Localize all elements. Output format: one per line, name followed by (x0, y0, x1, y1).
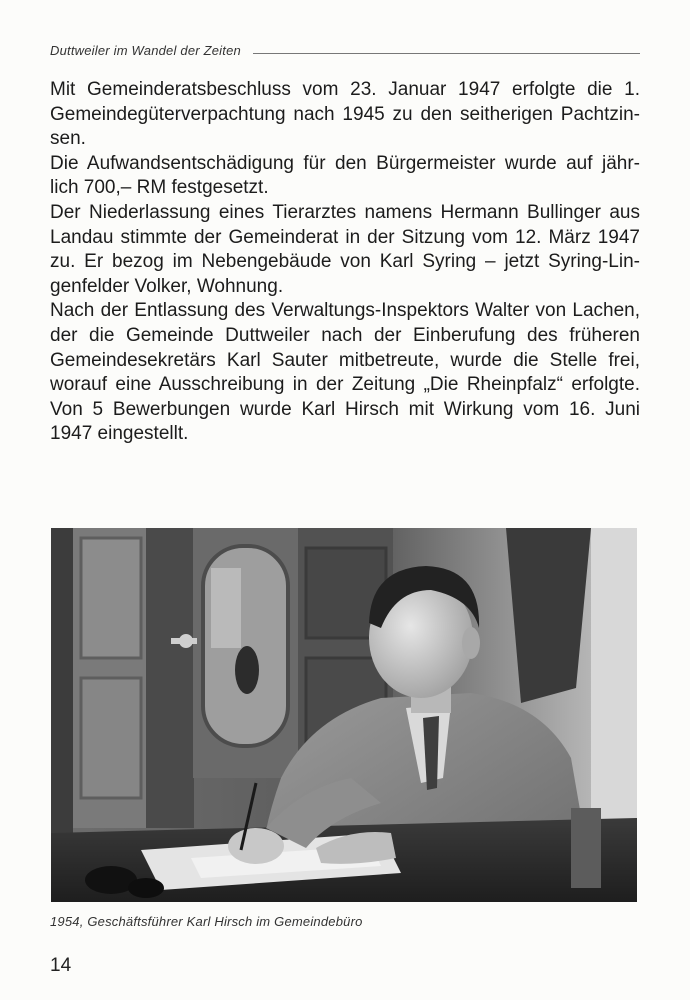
body-line: Mit Gemeinderatsbeschluss vom 23. Januar 1947 erfolgte die 1. (50, 79, 640, 100)
body-line: Der Niederlassung eines Tierarztes namens Hermann Bullinger aus (50, 201, 640, 223)
body-line: Gemeindesekretärs Karl Sauter mitbetreute, wurde die Stelle frei, (50, 349, 640, 371)
body-line: Landau stimmte der Gemeinderat in der Sitzung vom 12. März 1947 (50, 226, 640, 248)
photo-caption: 1954, Geschäftsführer Karl Hirsch im Gemeindebüro (50, 914, 363, 929)
body-line: genfelder Volker, Wohnung. (50, 275, 284, 297)
page-number: 14 (50, 955, 72, 976)
body-line: Nach der Entlassung des Verwaltungs-Inspektors Walter von Lachen, (50, 300, 640, 322)
body-line: sen. (50, 128, 86, 150)
body-line: worauf eine Ausschreibung in der Zeitung „Die Rheinpfalz“ erfolgte. (50, 374, 640, 396)
body-line: der die Gemeinde Duttweiler nach der Einberufung des früheren (50, 324, 640, 346)
body-line: 1947 eingestellt. (50, 423, 189, 445)
body-line: Die Aufwandsentschädigung für den Bürgermeister wurde auf jähr- (50, 152, 640, 174)
header-rule (253, 53, 640, 54)
body-text (50, 78, 640, 447)
running-header (50, 40, 640, 60)
running-header-title: Duttweiler im Wandel der Zeiten (50, 42, 241, 58)
body-line: Gemeindegüterverpachtung nach 1945 zu den seitherigen Pachtzin- (50, 103, 640, 125)
body-line: zu. Er bezog im Nebengebäude von Karl Syring – jetzt Syring-Lin- (50, 251, 640, 273)
body-line: Von 5 Bewerbungen wurde Karl Hirsch mit Wirkung vom 16. Juni (50, 398, 640, 420)
body-line: lich 700,– RM festgesetzt. (50, 177, 269, 199)
historical-photo (51, 528, 637, 902)
